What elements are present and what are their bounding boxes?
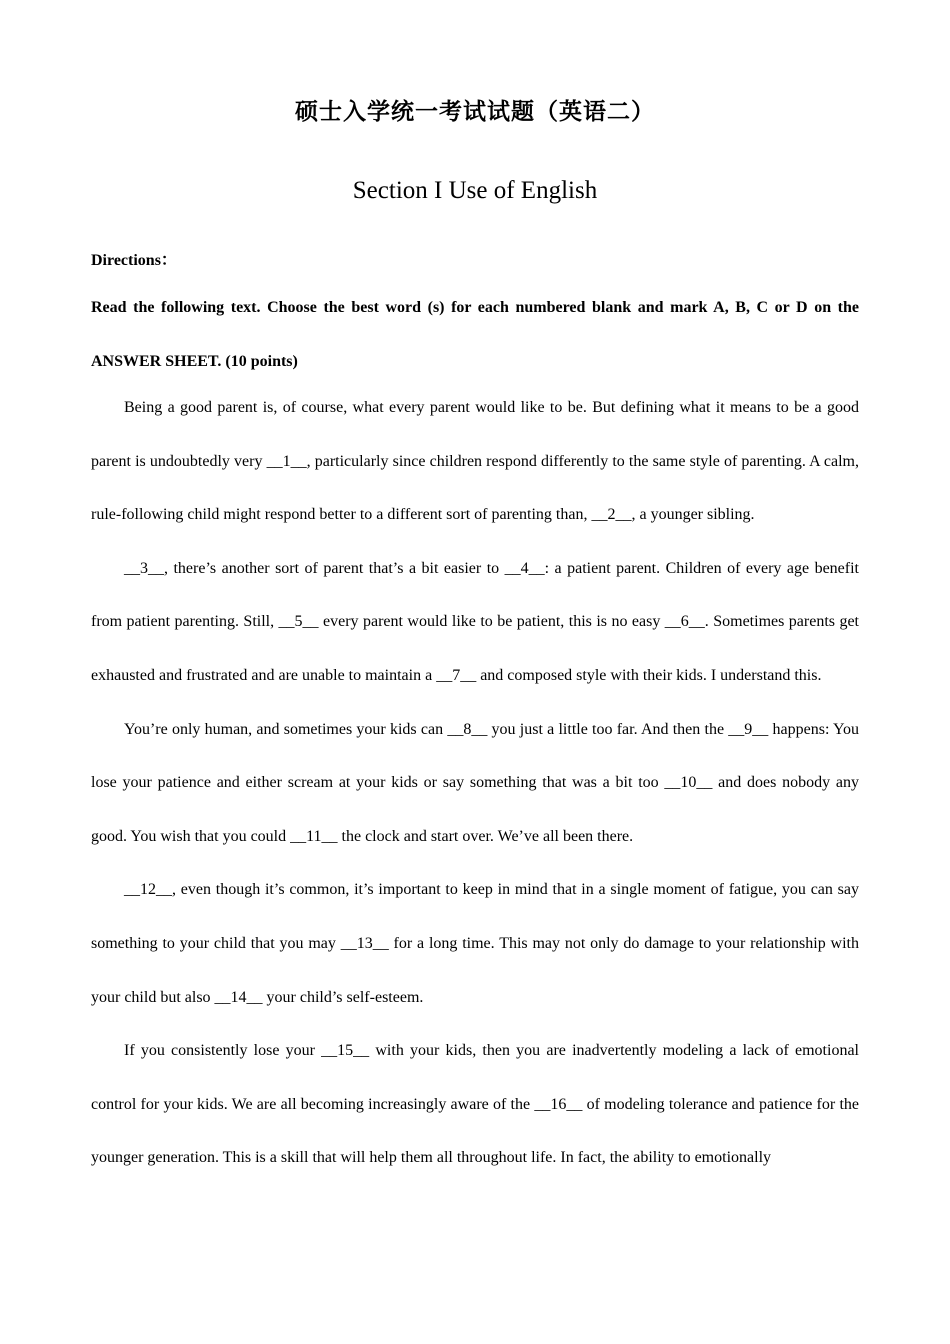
directions-text: Read the following text. Choose the best word (s) for each numbered blank and mark A, B, C or D on the ANSWER SHEET. (10 points) [91,299,859,370]
directions-label: Directions： [91,252,177,269]
passage-body [91,381,859,1185]
passage-paragraph: If you consistently lose your __15__ with your kids, then you are inadvertently modeling a lack of emotional control for your kids. We are all becoming increasingly aware of the __16__ of modeling tolerance and patience for the younger generation. This is a skill that will help them all throughout life. In fact, the ability to emotionally [91,1042,859,1167]
document-title: 硕士入学统一考试试题（英语二） [295,99,655,125]
passage-paragraph: __12__, even though it’s common, it’s important to keep in mind that in a single moment of fatigue, you can say something to your child that you may __13__ for a long time. This may not only do damage to your relationship with your child but also __14__ your child’s self-esteem. [91,881,859,1006]
passage-paragraph: __3__, there’s another sort of parent that’s a bit easier to __4__: a patient parent. Children of every age benefit from patient parenting. Still, __5__ every parent would like to be patient, this is no easy __6__. Sometimes parents get exhausted and frustrated and are unable to maintain a __7__ and composed style with their kids. I understand this. [91,559,859,684]
passage-paragraph: You’re only human, and sometimes your kids can __8__ you just a little too far. And then the __9__ happens: You lose your patience and either scream at your kids or say something that was a bit too __10__ and does nobody any good. You wish that you could __11__ the clock and start over. We’ve all been there. [91,720,859,845]
section-title: Section I Use of English [352,177,598,204]
passage-paragraph: Being a good parent is, of course, what every parent would like to be. But defining what it means to be a good parent is undoubtedly very __1__, particularly since children respond differently to the same style of parenting. A calm, rule-following child might respond better to a different sort of parenting than, __2__, a younger sibling. [91,399,859,524]
